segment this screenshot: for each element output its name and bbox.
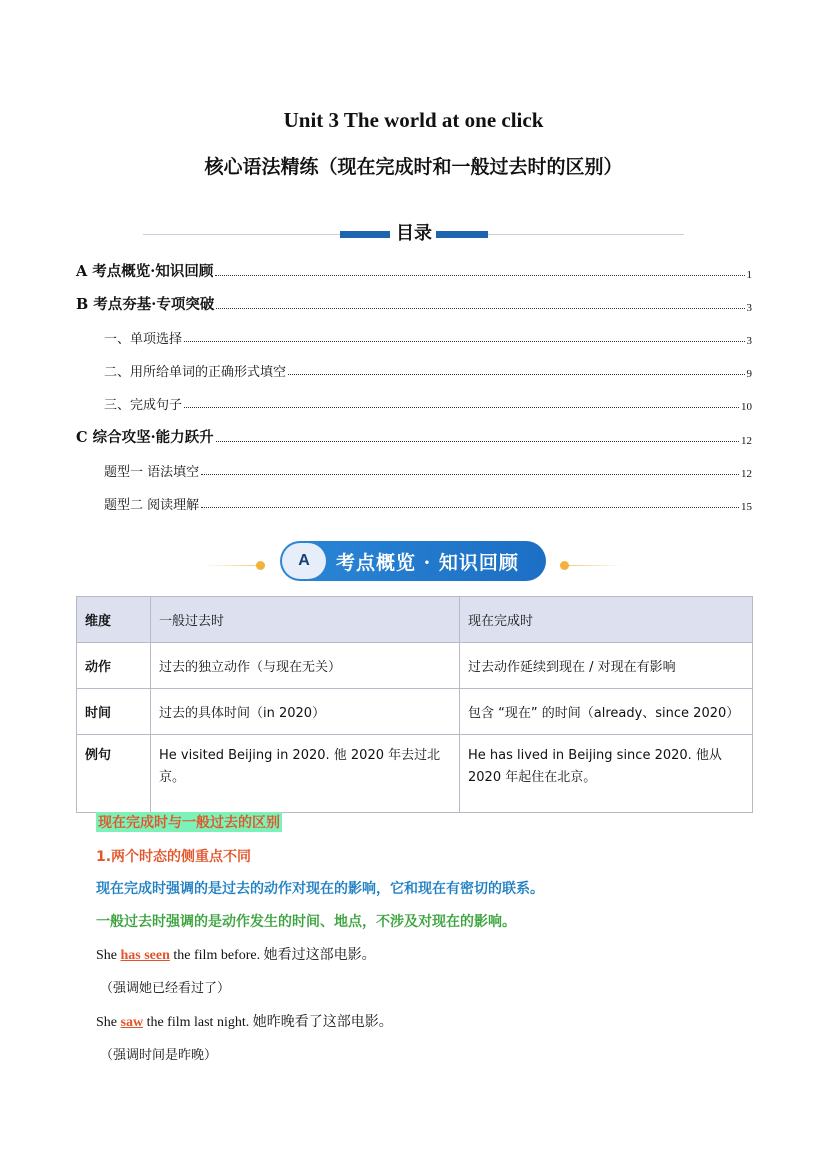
- table-cell: 过去的独立动作（与现在无关）: [151, 643, 460, 689]
- toc-item[interactable]: [104, 491, 752, 513]
- table-header-cell: 一般过去时: [151, 597, 460, 643]
- toc-item[interactable]: [104, 458, 752, 480]
- toc-bar-right: [436, 231, 488, 238]
- toc-leader: [288, 373, 744, 375]
- example-text: She: [96, 1015, 121, 1030]
- toc-item[interactable]: [104, 358, 752, 380]
- toc-item-text: B 考点夯基·专项突破: [76, 296, 215, 313]
- toc-bar-left: [340, 231, 390, 238]
- table-cell: He has lived in Beijing since 2020. 他从 2020 年起住在北京。: [460, 735, 753, 813]
- simple-past-note: 一般过去时强调的是动作发生的时间、地点，不涉及对现在的影响。: [96, 914, 516, 930]
- toc-leader: [216, 440, 739, 442]
- example-remark: （强调她已经看过了）: [100, 981, 231, 996]
- table-cell: 过去的具体时间（in 2020）: [151, 689, 460, 735]
- toc-item[interactable]: [76, 292, 752, 314]
- section-letter-badge: A: [282, 543, 326, 579]
- table-cell: He visited Beijing in 2020. 他 2020 年去过北京。: [151, 735, 460, 813]
- toc-item-text: 三、完成句子: [104, 398, 183, 413]
- section-banner-title: 考点概览 · 知识回顾: [336, 552, 519, 574]
- toc-item[interactable]: [104, 391, 752, 413]
- example-text: the film last night. 她昨晚看了这部电影。: [143, 1015, 393, 1030]
- highlighted-heading: 现在完成时与一般过去的区别: [96, 812, 282, 832]
- toc-leader: [215, 274, 744, 276]
- toc-item[interactable]: [76, 259, 752, 281]
- table-cell: 例句: [77, 735, 151, 813]
- table-header-cell: 现在完成时: [460, 597, 753, 643]
- toc-leader: [201, 506, 739, 508]
- toc-leader: [184, 340, 744, 342]
- toc-item[interactable]: [76, 425, 752, 447]
- toc-leader: [201, 473, 739, 475]
- table-row: [77, 735, 753, 813]
- toc-item-text: A 考点概览·知识回顾: [76, 263, 214, 280]
- toc-item-page: 15: [741, 501, 752, 513]
- toc-divider-left: [143, 234, 343, 235]
- toc-item-page: 12: [741, 468, 752, 480]
- table-cell: 时间: [77, 689, 151, 735]
- banner-line-left: [203, 565, 261, 566]
- toc-heading: 目录: [396, 223, 432, 244]
- banner-line-right: [566, 565, 624, 566]
- toc-item-text: 一、单项选择: [104, 332, 183, 347]
- toc-item-text: 题型一 语法填空: [104, 465, 200, 480]
- toc-item-page: 3: [746, 302, 752, 314]
- toc-divider-right: [488, 234, 684, 235]
- table-cell: 过去动作延续到现在 / 对现在有影响: [460, 643, 753, 689]
- toc-item-page: 12: [741, 435, 752, 447]
- banner-dot-left: [256, 561, 265, 570]
- toc-item-text: 二、用所给单词的正确形式填空: [104, 365, 287, 380]
- table-cell: 包含 “现在” 的时间（already、since 2020）: [460, 689, 753, 735]
- present-perfect-note: 现在完成时强调的是过去的动作对现在的影响，它和现在有密切的联系。: [96, 881, 544, 897]
- toc-item-page: 9: [746, 368, 752, 380]
- example-sentence: [96, 944, 376, 964]
- tense-comparison-table: [76, 596, 753, 813]
- example-sentence: [96, 1011, 393, 1031]
- example-keyword: saw: [120, 1015, 144, 1030]
- toc-item-text: C 综合攻坚·能力跃升: [76, 429, 214, 446]
- toc-item[interactable]: [104, 325, 752, 347]
- table-row: [77, 689, 753, 735]
- toc-item-page: 1: [746, 269, 752, 281]
- toc-leader: [216, 307, 744, 309]
- document-title: Unit 3 The world at one click: [283, 108, 544, 132]
- toc-item-text: 题型二 阅读理解: [104, 498, 200, 513]
- document-subtitle: 核心语法精练（现在完成时和一般过去时的区别）: [204, 156, 623, 178]
- point-heading: 1.两个时态的侧重点不同: [96, 849, 252, 865]
- toc-item-page: 10: [741, 401, 752, 413]
- example-keyword: has seen: [120, 948, 170, 963]
- example-text: the film before. 她看过这部电影。: [169, 948, 376, 963]
- table-cell: 动作: [77, 643, 151, 689]
- table-row: [77, 643, 753, 689]
- table-header-cell: 维度: [77, 597, 151, 643]
- toc-item-page: 3: [746, 335, 752, 347]
- toc-leader: [184, 406, 739, 408]
- table-header-row: [77, 597, 753, 643]
- example-remark: （强调时间是昨晚）: [100, 1048, 218, 1063]
- example-text: She: [96, 948, 121, 963]
- banner-dot-right: [560, 561, 569, 570]
